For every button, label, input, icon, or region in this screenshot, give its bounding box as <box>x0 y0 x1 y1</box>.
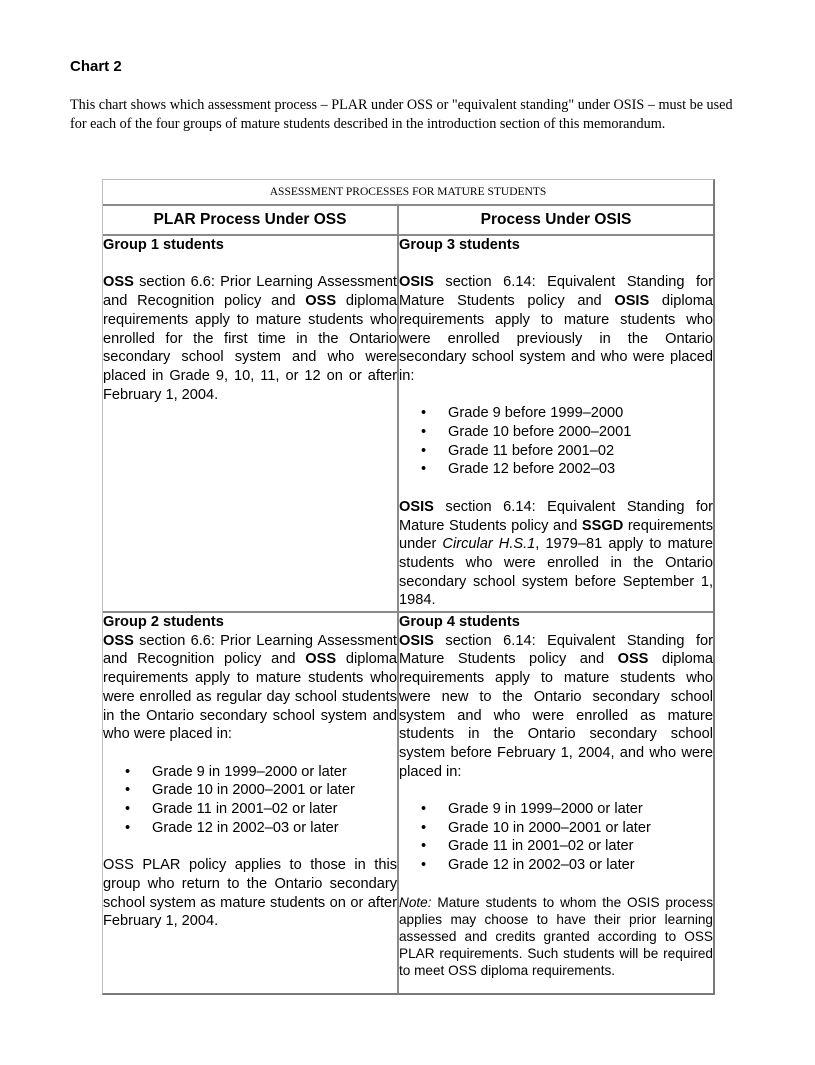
list-item <box>399 442 713 461</box>
text-run: diploma requirements apply to mature students who were enrolled previously in the Ontario secondary school system and who were placed in: <box>399 293 713 384</box>
group4-description <box>399 632 713 782</box>
table-row <box>103 613 713 993</box>
grade-text: Grade 12 in 2002–03 or later <box>448 857 635 874</box>
group4-cell <box>399 613 713 993</box>
bold-term: OSIS <box>399 498 434 515</box>
bullet-icon: • <box>421 819 427 836</box>
group2-title: Group 2 students <box>103 614 224 630</box>
bold-term: OSIS <box>399 632 434 649</box>
grade-text: Grade 10 in 2000–2001 or later <box>152 782 355 799</box>
grade-text: Grade 10 in 2000–2001 or later <box>448 819 651 836</box>
bold-term: OSS <box>617 651 649 668</box>
list-item <box>399 856 713 875</box>
bullet-icon: • <box>125 819 131 836</box>
table-title: ASSESSMENT PROCESSES FOR MATURE STUDENTS <box>103 180 713 206</box>
note-label: Note: <box>399 894 432 910</box>
bullet-icon: • <box>421 838 427 855</box>
bullet-icon: • <box>421 424 427 440</box>
circular-reference: Circular H.S.1 <box>442 536 536 553</box>
bold-term: OSIS <box>614 293 650 310</box>
group1-cell <box>103 236 399 613</box>
grade-text: Grade 10 before 2000–2001 <box>448 424 632 440</box>
text-run: section 6.6: Prior Learning Assessment and Recognition policy and <box>103 274 397 310</box>
group2-grade-list <box>103 763 397 838</box>
grade-text: Grade 11 in 2001–02 or later <box>152 801 338 818</box>
grade-text: Grade 11 in 2001–02 or later <box>448 838 634 855</box>
text-run: section 6.6: Prior Learning Assessment and Recognition policy and <box>103 632 397 668</box>
column-header-oss: PLAR Process Under OSS <box>103 206 399 236</box>
text-run: section 6.14: Equivalent Standing for Mature Students policy and <box>399 632 713 668</box>
group4-title: Group 4 students <box>399 614 520 630</box>
text-run: diploma requirements apply to mature students who were new to the Ontario secondary school system and who were enrolled as mature students in the Ontario secondary school system before February 1, 2004, and who were placed in: <box>399 651 714 780</box>
list-item <box>103 819 397 838</box>
text-run: diploma requirements apply to mature students who were enrolled as regular day school students in the Ontario secondary school system and who were placed in: <box>103 651 397 743</box>
note-text: Mature students to whom the OSIS process applies may choose to have their prior learning assessed and credits granted according to OSS PLAR requirements. Such students will be required to meet OSS diploma requirements. <box>399 894 713 979</box>
text-run: requirements under <box>399 517 713 553</box>
group2-description <box>103 632 397 744</box>
grade-text: Grade 9 in 1999–2000 or later <box>448 801 643 818</box>
table-title-row <box>103 180 713 206</box>
column-header-osis: Process Under OSIS <box>399 206 713 236</box>
list-item <box>399 404 713 423</box>
bold-term: OSS <box>103 632 134 649</box>
grade-text: Grade 9 in 1999–2000 or later <box>152 763 347 780</box>
bold-term: OSS <box>305 293 337 310</box>
bullet-icon: • <box>421 405 427 422</box>
bullet-icon: • <box>125 782 131 799</box>
text-run: section 6.14: Equivalent Standing for Mature Students policy and <box>399 274 713 310</box>
group3-grade-list <box>399 404 713 479</box>
group3-ssgd-description <box>399 498 713 610</box>
group4-note <box>399 894 713 980</box>
group3-cell <box>399 236 713 613</box>
grade-text: Grade 9 before 1999–2000 <box>448 405 624 422</box>
column-header-row <box>103 206 713 236</box>
bold-term: OSS <box>103 274 134 291</box>
bullet-icon: • <box>421 857 427 874</box>
group2-plar-note: OSS PLAR policy applies to those in this group who return to the Ontario secondary school system as mature students on or after February 1, 2004. <box>103 857 397 930</box>
list-item <box>399 837 713 856</box>
bold-term: OSIS <box>399 274 434 291</box>
group3-title: Group 3 students <box>399 237 520 253</box>
intro-paragraph: This chart shows which assessment process – PLAR under OSS or "equivalent standing" under OSIS – must be used for each of the four groups of mature students described in the introduction section of this memorandum. <box>70 97 733 132</box>
list-item <box>399 460 713 479</box>
grade-text: Grade 11 before 2001–02 <box>448 442 615 459</box>
group2-cell <box>103 613 399 993</box>
table-row <box>103 236 713 613</box>
bullet-icon: • <box>421 801 427 818</box>
bullet-icon: • <box>421 461 427 478</box>
bullet-icon: • <box>125 763 131 780</box>
list-item <box>103 800 397 819</box>
bullet-icon: • <box>125 801 131 818</box>
chart-heading: Chart 2 <box>70 58 122 75</box>
grade-text: Grade 12 in 2002–03 or later <box>152 819 339 836</box>
group1-title: Group 1 students <box>103 237 224 253</box>
list-item <box>103 763 397 782</box>
text-run: section 6.14: Equivalent Standing for Mature Students policy and <box>399 498 713 534</box>
text-run: , 1979–81 apply to mature students who were enrolled in the Ontario secondary school system before September 1, 1984. <box>399 536 713 609</box>
list-item <box>399 819 713 838</box>
list-item <box>103 781 397 800</box>
bold-term: SSGD <box>581 517 624 534</box>
bullet-icon: • <box>421 442 427 459</box>
list-item <box>399 800 713 819</box>
group4-grade-list <box>399 800 713 875</box>
bold-term: OSS <box>305 651 337 668</box>
group3-description <box>399 273 713 385</box>
assessment-processes-table <box>102 179 715 995</box>
text-run: diploma requirements apply to mature students who enrolled for the first time in the Ontario secondary school system and who were placed in Grade 9, 10, 11, or 12 on or after February 1, 2004. <box>103 293 397 403</box>
list-item <box>399 423 713 442</box>
grade-text: Grade 12 before 2002–03 <box>448 461 616 478</box>
group1-description <box>103 273 397 404</box>
